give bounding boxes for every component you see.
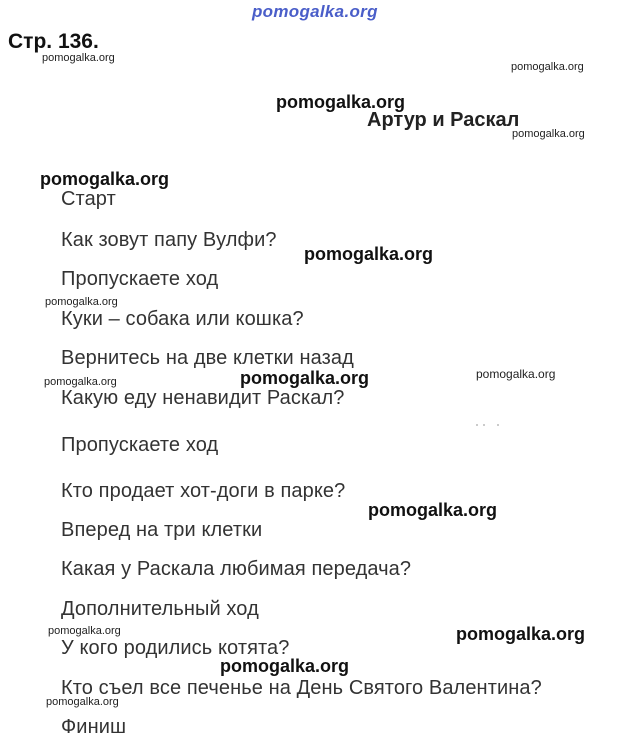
document-title: Артур и Раскал xyxy=(367,109,520,131)
list-item: Дополнительный ход xyxy=(61,598,259,620)
watermark: pomogalka.org xyxy=(40,169,170,189)
list-item: Кто съел все печенье на День Святого Валентина? xyxy=(61,677,542,699)
list-item: Пропускаете ход xyxy=(61,268,219,290)
list-item: Как зовут папу Вулфи? xyxy=(61,229,277,251)
watermark: pomogalka.org xyxy=(42,52,115,64)
list-item: У кого родились котята? xyxy=(61,637,290,659)
top-site-watermark: pomogalka.org xyxy=(252,2,378,21)
list-item: Старт xyxy=(61,188,116,210)
watermark: pomogalka.org xyxy=(276,92,406,112)
watermark: pomogalka.org xyxy=(220,656,350,676)
page-heading: Стр. 136. xyxy=(8,30,99,53)
watermark: pomogalka.org xyxy=(512,128,585,140)
faint-dots xyxy=(474,422,504,428)
list-item: Куки – собака или кошка? xyxy=(61,308,304,330)
list-item: Вперед на три клетки xyxy=(61,519,263,541)
watermark: pomogalka.org xyxy=(44,376,117,388)
list-item: Кто продает хот-доги в парке? xyxy=(61,480,346,502)
watermark: pomogalka.org xyxy=(456,624,586,644)
list-item: Вернитесь на две клетки назад xyxy=(61,347,354,369)
watermark: pomogalka.org xyxy=(48,625,121,637)
watermark: pomogalka.org xyxy=(46,696,119,708)
list-item: Пропускаете ход xyxy=(61,434,219,456)
watermark: pomogalka.org xyxy=(240,368,370,388)
watermark: pomogalka.org xyxy=(511,61,584,73)
list-item: Финиш xyxy=(61,716,127,738)
list-item: Какую еду ненавидит Раскал? xyxy=(61,387,345,409)
watermark: pomogalka.org xyxy=(45,296,118,308)
watermark: pomogalka.org xyxy=(368,500,498,520)
list-item: Какая у Раскала любимая передача? xyxy=(61,558,412,580)
watermark: pomogalka.org xyxy=(476,367,556,381)
watermark: pomogalka.org xyxy=(304,244,434,264)
